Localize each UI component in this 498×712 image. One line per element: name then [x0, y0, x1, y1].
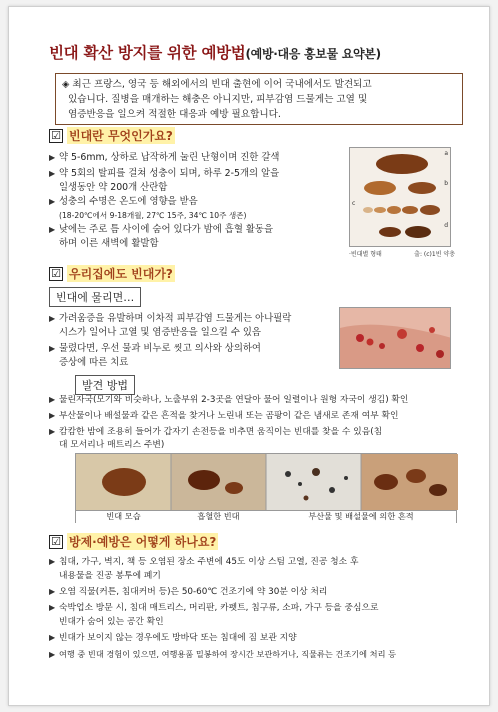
- checkbox-icon: ☑: [49, 129, 63, 143]
- title-main: 빈대 확산 방지를 위한 예방법: [49, 44, 246, 62]
- section-heading-home: [49, 265, 175, 282]
- triangle-bullet-icon: ▶: [49, 587, 56, 596]
- list-item: 증상에 따른 치료: [59, 357, 129, 368]
- triangle-bullet-icon: ▶: [49, 557, 56, 566]
- triangle-bullet-icon: ▶: [49, 411, 56, 420]
- intro-box: [55, 73, 463, 125]
- intro-line: 있습니다. 질병을 매개하는 해충은 아니지만, 피부감염 드물게는 고열 및: [68, 94, 368, 105]
- section-heading-prevention: [49, 533, 218, 550]
- photo-caption: 흡혈한 빈대: [171, 510, 266, 523]
- prevention-bullet-list: [49, 555, 469, 662]
- list-item: ▶ 낮에는 주로 틈 사이에 숨어 있다가 밤에 흡혈 활동을: [49, 224, 274, 235]
- bedbug-lifecycle-photo: [349, 147, 451, 247]
- page-title: [49, 41, 469, 63]
- list-item: ▶ 약 5-6mm, 상하로 납작하게 눌린 난형이며 진한 갈색: [49, 152, 280, 163]
- section-title: 우리집에도 빈대가?: [69, 267, 173, 281]
- list-item: ▶ 가려움증을 유발하며 이차적 피부감염 드물게는 아나필락: [49, 313, 292, 324]
- list-item: 대 모서리나 매트리스 주변): [59, 440, 165, 450]
- list-item: ▶ 빈대가 보이지 않는 경우에도 방바닥 또는 침대에 짐 보관 지양: [49, 633, 297, 643]
- triangle-bullet-icon: ▶: [49, 169, 56, 178]
- triangle-bullet-icon: ▶: [49, 603, 56, 612]
- list-item: ▶ 오염 직물(커튼, 침대커버 등)은 50-60℃ 건조기에 약 30분 이상 처리: [49, 587, 328, 597]
- list-item: ▶ 약 5회의 탈피를 걸쳐 성충이 되며, 하루 2-5개의 알을: [49, 168, 280, 179]
- list-item: ▶ 부산물이나 배설물과 같은 흔적을 찾거나 노린내 또는 곰팡이 같은 냄새로 존재 여부 확인: [49, 411, 399, 421]
- photo-label: c: [352, 200, 356, 207]
- triangle-bullet-icon: ▶: [49, 197, 56, 206]
- photo-caption-right: 출: (c)1빈 약충: [414, 251, 455, 258]
- triangle-bullet-icon: ▶: [49, 153, 56, 162]
- triangle-bullet-icon: ▶: [49, 344, 56, 353]
- poster-page: [8, 6, 490, 706]
- list-item: ▶ 캄캄한 밤에 조용히 들어가 갑자기 손전등을 비추면 움직이는 빈대를 찾을 수 있음(침: [49, 427, 383, 437]
- photo-label: b: [444, 180, 448, 187]
- bite-marks-photo: [339, 307, 451, 369]
- triangle-bullet-icon: ▶: [49, 633, 56, 642]
- photo-caption: 부산물 및 배설물에 의한 흔적: [266, 510, 456, 523]
- triangle-bullet-icon: ▶: [49, 314, 56, 323]
- photo-caption-left: ·빈대별 형태: [349, 251, 382, 258]
- triangle-bullet-icon: ▶: [49, 427, 56, 436]
- list-item: 시스가 일어나 고열 및 염증반응을 일으킬 수 있음: [59, 327, 261, 338]
- list-item: 빈대가 숨어 있는 공간 확인: [59, 617, 164, 627]
- list-item: (18-20℃에서 9-18개월, 27℃ 15주, 34℃ 10주 생존): [59, 211, 247, 220]
- bullet-list: [49, 151, 339, 251]
- checkbox-icon: ☑: [49, 267, 63, 281]
- bite-marks-image: [340, 308, 451, 369]
- intro-line: ◈ 최근 프랑스, 영국 등 해외에서의 빈대 출현에 이어 국내에서도 발견되고: [62, 79, 372, 90]
- photo-label: a: [444, 150, 448, 157]
- detection-subheading: 발견 방법: [75, 375, 135, 395]
- list-item: ▶ 물린자국(모기와 비슷하나, 노출부위 2-3곳을 연달아 물어 일렬이나 원형 자국이 생김) 확인: [49, 395, 409, 405]
- triangle-bullet-icon: ▶: [49, 225, 56, 234]
- list-item: 하며 이른 새벽에 활발함: [59, 238, 159, 249]
- bitten-subheading: 빈대에 물리면…: [49, 287, 141, 307]
- detection-bullet-list: [49, 393, 469, 452]
- bitten-bullet-list: [49, 312, 329, 370]
- list-item: 내용물을 진공 봉투에 폐기: [59, 571, 161, 581]
- triangle-bullet-icon: ▶: [49, 650, 56, 659]
- list-item: ▶ 물렸다면, 우선 물과 비누로 씻고 의사와 상의하여: [49, 343, 261, 354]
- list-item: ▶ 침대, 가구, 벽지, 책 등 오염된 장소 주변에 45도 이상 스팀 고열, 진공 청소 후: [49, 557, 359, 567]
- intro-line: 염증반응을 일으켜 적절한 대응과 예방 필요합니다.: [68, 109, 281, 120]
- evidence-photos-image: [76, 454, 458, 510]
- triangle-bullet-icon: ▶: [49, 395, 56, 404]
- list-item: ▶ 여행 중 빈대 경험이 있으면, 여행용품 밀봉하여 장시간 보관하거나, 직물류는 건조기에 처리 등: [49, 647, 469, 662]
- section-title: 빈대란 무엇인가요?: [69, 129, 173, 143]
- section-heading-what: [49, 127, 175, 144]
- photo-label: d: [444, 222, 448, 229]
- section-title: 방제·예방은 어떻게 하나요?: [69, 535, 217, 549]
- checkbox-icon: ☑: [49, 535, 63, 549]
- photo-caption: 빈대 모습: [76, 510, 171, 523]
- list-item: ▶ 성충의 수명은 온도에 영향을 받음: [49, 196, 198, 207]
- bedbug-lifecycle-image: [350, 148, 451, 247]
- title-sub: (예방·대응 홍보물 요약본): [245, 47, 381, 61]
- evidence-photo-row: [75, 453, 457, 523]
- list-item: ▶ 숙박업소 방문 시, 침대 매트리스, 머리판, 카펫트, 침구류, 소파, 가구 등을 중심으로: [49, 603, 379, 613]
- list-item: 일생동안 약 200개 산란함: [59, 182, 168, 193]
